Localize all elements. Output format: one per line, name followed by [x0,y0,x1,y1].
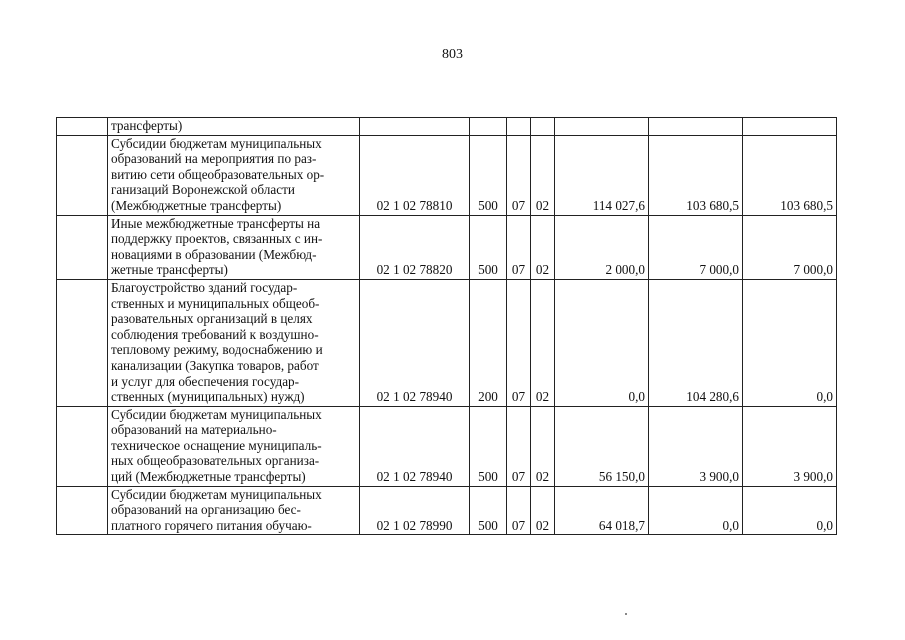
item-name-line: тепловому режиму, водоснабжению и [111,342,323,358]
budget-table-body [57,118,837,535]
cell-amount-3: 3 900,0 [743,406,837,486]
cell-amount-2: 0,0 [649,486,743,535]
item-name-line: трансферты) [111,118,183,133]
item-name-line: канализации (Закупка товаров, работ [111,357,319,373]
cell-amount-1: 2 000,0 [555,215,649,279]
item-name-line: Субсидии бюджетам муниципальных [111,135,322,151]
scan-speck [625,613,627,615]
item-name-line: и услуг для обеспечения государ- [111,373,300,389]
cell-section: 07 [507,135,531,215]
cell-amount-1: 0,0 [555,279,649,406]
cell-subsection [531,118,555,136]
cell-amount-3: 103 680,5 [743,135,837,215]
cell-amount-1: 64 018,7 [555,486,649,535]
cell-expense-type: 500 [470,215,507,279]
table-row [57,486,837,535]
cell-item-name [108,215,360,279]
cell-amount-2: 103 680,5 [649,135,743,215]
cell-target-code: 02 1 02 78940 [360,406,470,486]
cell-subsection: 02 [531,486,555,535]
table-row [57,215,837,279]
item-name-line: ственных (муниципальных) нужд) [111,389,305,405]
item-name-line: образований на мероприятия по раз- [111,151,317,167]
cell-section [507,118,531,136]
cell-item-name [108,135,360,215]
item-name-line: Субсидии бюджетам муниципальных [111,406,322,422]
table-row [57,118,837,136]
item-name-line: ганизаций Воронежской области [111,182,295,198]
item-name-line: жетные трансферты) [111,262,228,278]
item-name-line: витию сети общеобразовательных ор- [111,166,325,182]
table-row [57,279,837,406]
cell-target-code: 02 1 02 78940 [360,279,470,406]
item-name-line: разовательных организаций в целях [111,311,313,327]
cell-expense-type: 200 [470,279,507,406]
cell-amount-3: 0,0 [743,279,837,406]
cell-row-number [57,135,108,215]
cell-row-number [57,486,108,535]
table-row [57,406,837,486]
cell-expense-type: 500 [470,406,507,486]
cell-amount-2 [649,118,743,136]
cell-amount-1: 114 027,6 [555,135,649,215]
cell-amount-3 [743,118,837,136]
page-number: 803 [442,47,463,62]
cell-amount-1: 56 150,0 [555,406,649,486]
cell-expense-type [470,118,507,136]
item-name-line: новациями в образовании (Межбюд- [111,246,317,262]
cell-item-name [108,279,360,406]
item-name-line: поддержку проектов, связанных с ин- [111,231,323,247]
cell-target-code: 02 1 02 78820 [360,215,470,279]
item-name-line: ственных и муниципальных общеоб- [111,295,320,311]
cell-item-name [108,486,360,535]
item-name-line: соблюдения требований к воздушно- [111,326,319,342]
item-name-line: ных общеобразовательных организа- [111,453,320,469]
cell-amount-2: 104 280,6 [649,279,743,406]
cell-row-number [57,406,108,486]
item-name-line: Субсидии бюджетам муниципальных [111,486,322,502]
cell-item-name [108,118,360,136]
cell-target-code [360,118,470,136]
cell-expense-type: 500 [470,135,507,215]
cell-target-code: 02 1 02 78990 [360,486,470,535]
cell-target-code: 02 1 02 78810 [360,135,470,215]
item-name-line: Иные межбюджетные трансферты на [111,215,321,231]
cell-subsection: 02 [531,406,555,486]
item-name-line: образований на материально- [111,422,277,438]
cell-section: 07 [507,279,531,406]
cell-row-number [57,279,108,406]
item-name-line: техническое оснащение муниципаль- [111,437,322,453]
cell-subsection: 02 [531,279,555,406]
cell-amount-3: 0,0 [743,486,837,535]
table-row [57,135,837,215]
cell-row-number [57,118,108,136]
item-name-line: образований на организацию бес- [111,502,301,518]
item-name-line: платного горячего питания обучаю- [111,517,312,533]
item-name-line: (Межбюджетные трансферты) [111,197,282,213]
item-name-line: ций (Межбюджетные трансферты) [111,469,306,485]
cell-subsection: 02 [531,135,555,215]
cell-amount-2: 3 900,0 [649,406,743,486]
cell-expense-type: 500 [470,486,507,535]
cell-amount-3: 7 000,0 [743,215,837,279]
cell-section: 07 [507,215,531,279]
cell-amount-2: 7 000,0 [649,215,743,279]
cell-section: 07 [507,486,531,535]
cell-section: 07 [507,406,531,486]
cell-amount-1 [555,118,649,136]
cell-item-name [108,406,360,486]
budget-table [56,117,837,535]
cell-subsection: 02 [531,215,555,279]
item-name-line: Благоустройство зданий государ- [111,279,298,295]
cell-row-number [57,215,108,279]
